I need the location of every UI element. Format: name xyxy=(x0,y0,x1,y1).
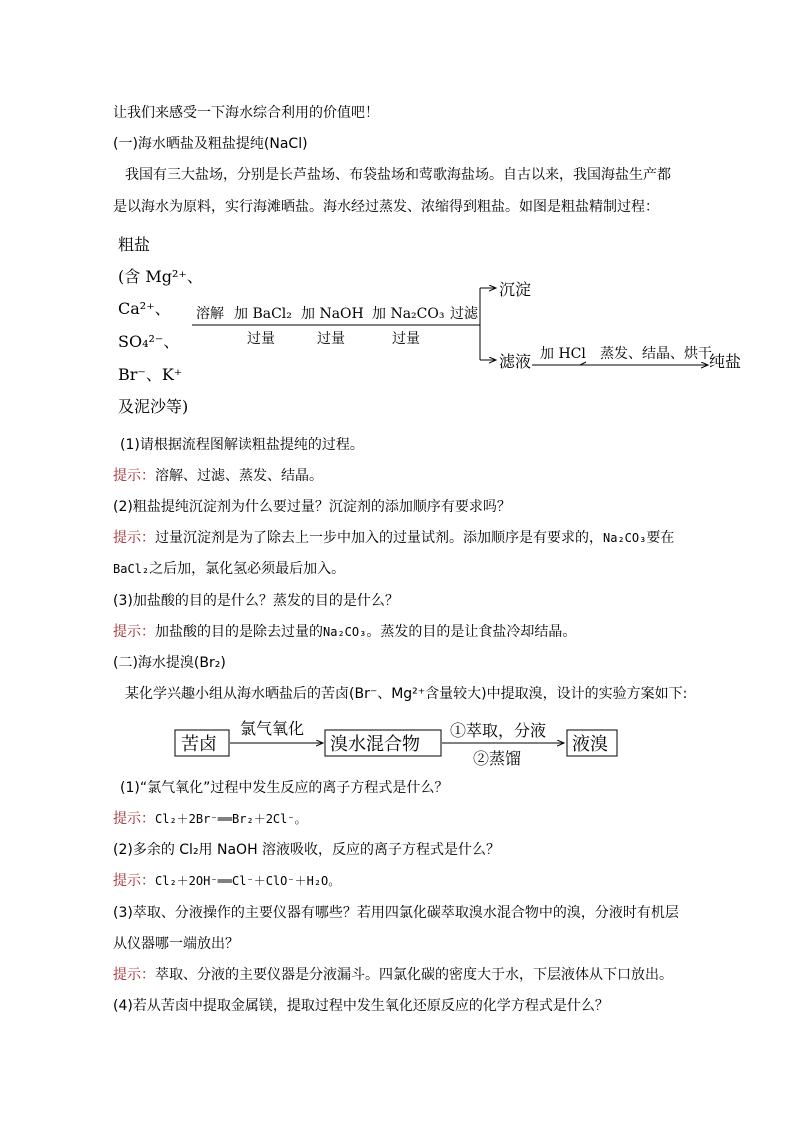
question-6: (3)萃取、分液操作的主要仪器有哪些？若用四氯化碳萃取溴水混合物中的溴，分液时有机层 xyxy=(113,905,679,921)
hint-label: 提示： xyxy=(113,873,155,889)
step-na2co3: 加 Na₂CO₃ xyxy=(372,306,445,322)
paragraph-line: 是以海水为原料，实行海滩晒盐。海水经过蒸发、浓缩得到粗盐。如图是粗盐精制过程： xyxy=(113,199,659,215)
question-4: (1)“氯气氧化”过程中发生反应的离子方程式是什么？ xyxy=(120,780,449,796)
formula-na2co3: Na₂CO₃ xyxy=(603,531,647,545)
section-title-salt: (一)海水晒盐及粗盐提纯(NaCl) xyxy=(113,136,308,152)
question-5: (2)多余的 Cl₂用 NaOH 溶液吸收，反应的离子方程式是什么？ xyxy=(113,842,501,858)
step-add-hcl: 加 HCl xyxy=(540,346,586,362)
hint-text: 之后加，氯化氢必须最后加入。 xyxy=(149,561,346,577)
chlorine-oxidation-label: 氯气氧化 xyxy=(240,719,305,738)
hint-label: 提示： xyxy=(113,530,155,546)
hint-5 xyxy=(113,871,340,891)
paragraph-line: 我国有三大盐场，分别是长芦盐场、布袋盐场和莺歌海盐场。自古以来，我国海盐生产都 xyxy=(125,167,671,183)
hint-2-cont xyxy=(113,559,345,579)
hint-label: 提示： xyxy=(113,624,155,640)
step-excess: 过量 xyxy=(247,331,275,347)
crude-salt-label: (含 Mg²⁺、 xyxy=(118,267,203,286)
formula-bacl2: BaCl₂ xyxy=(113,562,150,576)
equation-text: Cl₂＋2OH⁻══Cl⁻＋ClO⁻＋H₂O。 xyxy=(155,874,341,888)
hint-label: 提示： xyxy=(113,468,155,484)
hint-label: 提示： xyxy=(113,967,155,983)
precipitate-label: 沉淀 xyxy=(499,280,532,299)
paragraph-line: 某化学兴趣小组从海水晒盐后的苦卤(Br⁻、Mg²⁺含量较大)中提取溴，设计的实验方案如下: xyxy=(125,686,688,702)
pure-salt-label: 纯盐 xyxy=(709,352,742,371)
distill-label: ②蒸馏 xyxy=(473,749,522,768)
hint-4 xyxy=(113,809,307,829)
step-bacl2: 加 BaCl₂ xyxy=(234,306,292,322)
bittern-box: 苦卤 xyxy=(181,734,217,755)
question-2: (2)粗盐提纯沉淀剂为什么要过量？沉淀剂的添加顺序有要求吗？ xyxy=(113,499,511,515)
equation-text: Cl₂＋2Br⁻══Br₂＋2Cl⁻。 xyxy=(155,812,307,826)
crude-salt-label: Br⁻、K⁺ xyxy=(118,365,183,384)
hint-text: 萃取、分液的主要仪器是分液漏斗。四氯化碳的密度大于水，下层液体从下口放出。 xyxy=(155,967,673,983)
question-6-cont: 从仪器哪一端放出？ xyxy=(113,936,239,952)
extract-separate-label: ①萃取，分液 xyxy=(450,721,547,740)
crude-salt-label: 粗盐 xyxy=(118,235,151,254)
section-title-bromine: (二)海水提溴(Br₂) xyxy=(113,655,226,671)
hint-text: 要在 xyxy=(646,530,675,546)
hint-text: 。蒸发的目的是让食盐冷却结晶。 xyxy=(366,624,577,640)
salt-refining-flowchart xyxy=(110,228,760,423)
hint-text: 过量沉淀剂是为了除去上一步中加入的过量试剂。添加顺序是有要求的， xyxy=(155,530,603,546)
step-evaporate: 蒸发、结晶、烘干 xyxy=(600,346,712,362)
step-excess: 过量 xyxy=(392,331,420,347)
step-filter: 过滤 xyxy=(450,306,478,322)
step-dissolve: 溶解 xyxy=(196,306,224,322)
intro-text: 让我们来感受一下海水综合利用的价值吧！ xyxy=(113,105,379,121)
formula-na2co3: Na₂CO₃ xyxy=(323,625,367,639)
hint-text: 溶解、过滤、蒸发、结晶。 xyxy=(155,468,323,484)
hint-label: 提示： xyxy=(113,811,155,827)
hint-6 xyxy=(113,965,673,985)
bromine-water-box: 溴水混合物 xyxy=(330,734,420,755)
question-1: (1)请根据流程图解读粗盐提纯的过程。 xyxy=(120,437,364,453)
hint-text: 加盐酸的目的是除去过量的 xyxy=(155,624,323,640)
question-7: (4)若从苦卤中提取金属镁，提取过程中发生氧化还原反应的化学方程式是什么？ xyxy=(113,998,609,1014)
crude-salt-label: 及泥沙等) xyxy=(118,397,189,416)
filtrate-label: 滤液 xyxy=(499,352,532,371)
crude-salt-label: Ca²⁺、 xyxy=(118,299,171,318)
hint-2 xyxy=(113,528,674,548)
bromine-extraction-flowchart xyxy=(170,712,630,772)
crude-salt-label: SO₄²⁻、 xyxy=(118,332,180,351)
liquid-bromine-box: 液溴 xyxy=(572,734,608,755)
step-excess: 过量 xyxy=(317,331,345,347)
hint-3 xyxy=(113,622,576,642)
hint-1 xyxy=(113,466,323,486)
step-naoh: 加 NaOH xyxy=(301,306,364,322)
question-3: (3)加盐酸的目的是什么？蒸发的目的是什么？ xyxy=(113,593,399,609)
